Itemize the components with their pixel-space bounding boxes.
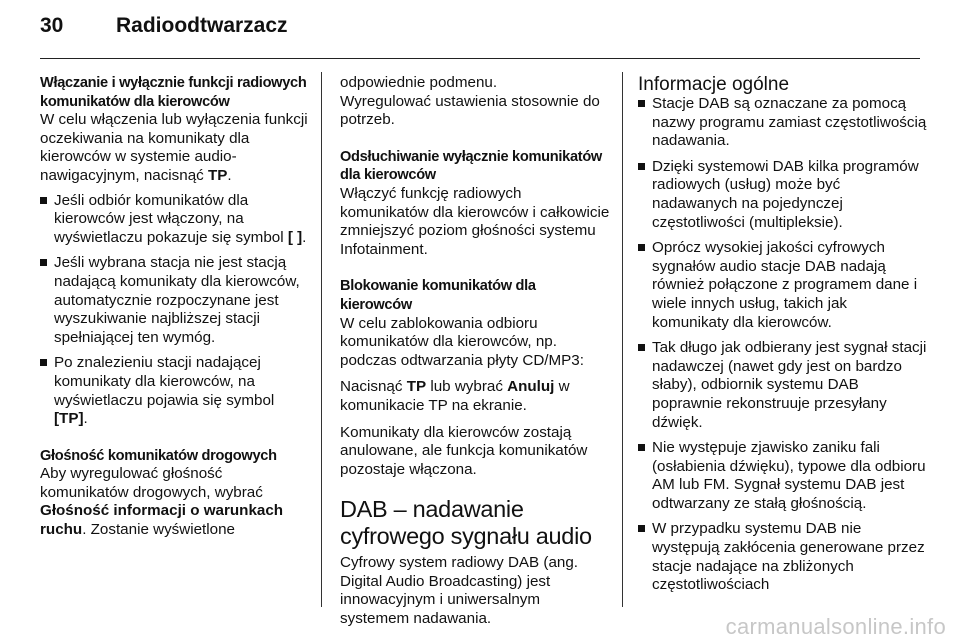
bullet-icon (638, 525, 645, 532)
list-item (638, 95, 928, 151)
text: Nacisnąć (340, 378, 407, 396)
text: Jeśli odbiór komunikatów dla kierowców jest włączony, na wyświetlaczu pokazuje się symbol (54, 191, 288, 246)
page-header (40, 14, 288, 54)
text: w komunikacie TP na ekranie. (340, 378, 570, 414)
subheading-block-traffic: Blokowanie komunikatów dla kierowców (340, 278, 536, 313)
paragraph: Włączyć funkcję radiowych komunikatów dla kierowców i całkowicie zmniejszyć poziom głośności systemu Infotainment. (340, 184, 610, 258)
symbol: [TP] (54, 410, 84, 428)
watermark-text: carmanualsonline.info (725, 614, 946, 639)
column-3 (638, 74, 928, 602)
bullet-list-dab (638, 95, 928, 595)
list-item (40, 254, 308, 347)
column-2 (340, 74, 610, 629)
list-item (40, 192, 308, 248)
bullet-icon (40, 359, 47, 366)
bullet-icon (638, 444, 645, 451)
list-item (638, 439, 928, 513)
text: . (83, 410, 88, 428)
symbol: [ ] (287, 228, 303, 246)
text: Stacje DAB są oznaczane za pomocą nazwy programu zamiast częstotliwością nadawania. (652, 95, 927, 150)
tp-key: TP (406, 378, 427, 396)
section-title-dab: DAB – nadawanie cyfrowego sygnału audio (340, 496, 592, 550)
paragraph: Komunikaty dla kierowców zostają anulowane, ale funkcja komunikatów pozostaje włączona. (340, 423, 588, 478)
text: Aby wyregulować głośność komunikatów drogowych, wybrać (40, 465, 263, 501)
paragraph: Cyfrowy system radiowy DAB (ang. Digital Audio Broadcasting) jest innowacyjnym i uniwersalnym systemem nadawania. (340, 554, 579, 628)
text: Oprócz wysokiej jakości cyfrowych sygnałów audio stacje DAB nadają również połączone z programem dane i wiele innych usług, takich jak komunikaty dla kierowców. (652, 239, 918, 331)
bullet-icon (638, 344, 645, 351)
header-rule (40, 58, 920, 59)
subheading-general-info: Informacje ogólne (638, 74, 790, 95)
cancel-option: Anuluj (507, 378, 555, 396)
list-item (638, 520, 928, 594)
subheading-traffic-only: Odsłuchiwanie wyłącznie komunikatów dla kierowców (340, 148, 602, 184)
column-divider-2 (622, 72, 623, 607)
paragraph: W celu zablokowania odbioru komunikatów dla kierowców, np. podczas odtwarzania płyty CD/MP3: (340, 314, 584, 369)
bullet-icon (40, 259, 47, 266)
list-item (638, 239, 928, 332)
list-item (638, 158, 928, 232)
text: . Zostanie wyświetlone (82, 521, 235, 539)
text: Jeśli wybrana stacja nie jest stacją nadającą komunikaty dla kierowców, automatycznie rozpoczynane jest wyszukiwanie najbliższej stacji spełniającej ten wymóg. (54, 254, 300, 346)
text: . (302, 228, 307, 246)
text: W przypadku systemu DAB nie występują zakłócenia generowane przez stacje nadające na zbliżonych częstotliwościach (652, 520, 925, 594)
paragraph (340, 378, 610, 415)
list-item (40, 354, 308, 428)
paragraph: odpowiednie podmenu. (340, 74, 498, 91)
subheading-traffic-volume: Głośność komunikatów drogowych (40, 447, 277, 464)
paragraph-volume (40, 465, 308, 539)
column-divider-1 (321, 72, 322, 607)
bullet-icon (638, 163, 645, 170)
paragraph-tp-toggle (40, 111, 308, 185)
text: . (227, 166, 232, 184)
bullet-icon (638, 244, 645, 251)
text: Po znalezieniu stacji nadającej komunikaty dla kierowców, na wyświetlaczu pojawia się symbol (54, 354, 275, 409)
bullet-icon (638, 100, 645, 107)
tp-key: TP (207, 166, 228, 184)
list-item (638, 339, 928, 432)
page-number: 30 (40, 14, 64, 37)
column-1 (40, 74, 308, 540)
text: Nie występuje zjawisko zaniku fali (osłabienia dźwięku), typowe dla odbioru AM lub FM. Sygnał systemu DAB jest odtwarzany ze stałą głośnością. (652, 439, 926, 512)
text: Dzięki systemowi DAB kilka programów radiowych (usług) może być nadawanych na pojedynczej częstotliwości (multipleksie). (652, 157, 919, 231)
page-title: Radioodtwarzacz (116, 14, 288, 37)
bullet-list-1 (40, 192, 308, 429)
subheading-traffic-toggle: Włączanie i wyłącznie funkcji radiowych komunikatów dla kierowców (40, 75, 307, 110)
menu-option: Głośność informacji o warunkach ruchu (40, 502, 284, 539)
bullet-icon (40, 197, 47, 204)
text: W celu włączenia lub wyłączenia funkcji oczekiwania na komunikaty dla kierowców w systemie audio-nawigacyjnym, nacisnąć (40, 111, 308, 184)
text: Tak długo jak odbierany jest sygnał stacji nadawczej (nawet gdy jest on bardzo słaby), odbiornik systemu DAB poprawnie rekonstruuje przesyłany dźwięk. (652, 339, 927, 431)
text: lub wybrać (426, 378, 508, 396)
paragraph: Wyregulować ustawienia stosownie do potrzeb. (340, 92, 600, 129)
